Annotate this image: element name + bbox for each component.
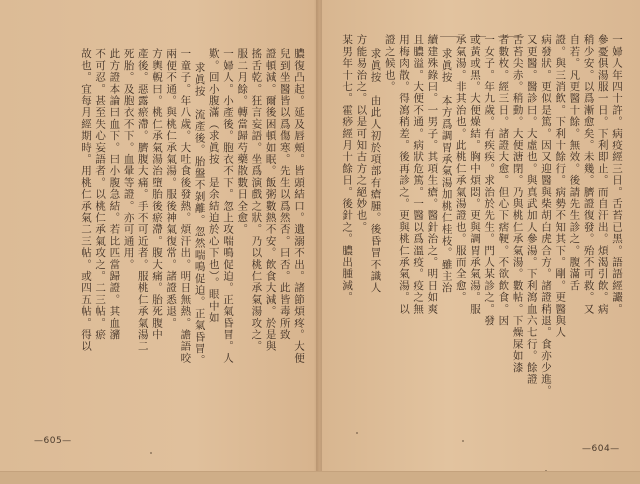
text-column: 稍少安。以爲漸愈矣。未幾。臍證復發。殆不可救。又 bbox=[582, 34, 595, 315]
text-column: 或黃或黑。大便燥結。胸中煩悶。更與調胃承氣湯。服 bbox=[468, 34, 481, 315]
text-column: 一婦人年四十許。病疫經三日。舌苔已黑。語語經讝。 bbox=[611, 34, 623, 315]
text-column: 求眞按 流產後。胎盤不剝離。忽然喘鳴促迫。正氣昏冒。 bbox=[193, 62, 206, 367]
text-column: 搖舌乾。狂言妄語。坐爲演戲之狀。乃以桃仁承氣湯攻之。 bbox=[250, 48, 263, 353]
text-column: 此方證本論曰血下。曰小腹急結。若比匹當歸證。其血瀦 bbox=[108, 48, 121, 341]
page-bottom-edge bbox=[0, 471, 640, 484]
text-column: 者數枚。經三日。諸證大愈。但心下痞鞕。不欲飲食。因 bbox=[497, 34, 510, 327]
text-column: 承氣湯。非其治也。此桃仁承氣湯證也。服而全愈。 bbox=[454, 34, 467, 304]
left-page bbox=[0, 0, 318, 470]
text-column: 又更醫。醫診曰。大虛也。與真武加人參湯。下利瀉血六七行。餘證 bbox=[525, 34, 538, 385]
page-number-left: —605— bbox=[34, 436, 72, 446]
text-column: 自若。凡更醫十餘。無效。後請先生診之。腹滿舌 bbox=[568, 34, 581, 292]
text-column: 且膿溢。大便不通。病狀危篤。一醫以爲溫疫。疫之無 bbox=[412, 34, 425, 315]
page-number-right: —604— bbox=[582, 444, 620, 454]
text-column: 方輿輗曰。桃仁承氣湯治墮胎後瘀滯。腹大痛。胎死腹中 bbox=[150, 48, 163, 341]
paper-speck bbox=[462, 440, 464, 442]
right-page bbox=[320, 0, 640, 470]
text-column: 病發狀。更似是篤。因又迎醫與柴胡白虎合方。諸證稍退。食亦少進。 bbox=[539, 34, 552, 397]
text-column: 死胎。及胞衣不下。血暈等證。亦可通用。 bbox=[122, 48, 135, 271]
text-column: 一女子。年九歲。有疾疾。求治於先生。門人某診之。發 bbox=[483, 34, 496, 327]
text-column: 產後。惡露瘀滯。臍腹大痛。手不可近者。服桃仁承氣湯二 bbox=[136, 48, 149, 353]
text-column: 兒到坐醫皆以爲傷寒。先生以爲然否。曰否。此皆毒所致 bbox=[278, 48, 291, 341]
text-column: 一婦人。小產後。胞衣不下。忽上攻喘鳴促迫。正氣昏冒。人 bbox=[221, 48, 234, 364]
paper-speck bbox=[150, 452, 152, 454]
text-column: 證。與三消飲。下利十餘行。病勢不知其下。剛。更醫與人 bbox=[554, 34, 567, 339]
right-page-text bbox=[336, 34, 624, 426]
text-column: 故也。宜每月經期時。用桃仁承氣二三帖。或四五帖。得以 bbox=[79, 48, 92, 353]
text-column: 求眞按 本方爲調胃承氣湯加桃仁桂枝。雖主治 bbox=[440, 48, 453, 294]
text-column: 證之候也。 bbox=[383, 34, 396, 93]
text-column: 方能易治之。以是可知古方之絕妙也。 bbox=[355, 34, 368, 233]
text-column: 歎。回小腹滿（求眞按 是余結迫於心下也）。眼中如 bbox=[207, 48, 220, 324]
text-column: 一童子。年八歲。大吐食後發熱。煩汗出。明日無熱。譫語咬 bbox=[179, 48, 192, 364]
text-column: 求眞按 由此人初於項部有瘡腫。後昏冒不識人 bbox=[369, 48, 382, 294]
left-page-text bbox=[16, 48, 306, 420]
text-column: 續建殊錄曰。一男子。其項生瘡。醫針治之。明日如爽 bbox=[426, 34, 439, 315]
text-column: 證頓減。爾後困頓如眠。飯粥數熱不安。飲食大減。於是與 bbox=[264, 48, 277, 353]
text-column: 膿復凸起。延及唇頰。皆頭結口。遺溺不出。諸節煩疼。大便 bbox=[293, 48, 305, 364]
text-column: 服二月餘。轉當歸芍藥散數日全愈。 bbox=[236, 48, 249, 236]
text-column: 舌苔尖赤。稍動。大便溏閉。乃與桃仁承氣湯。數帖。下燥屎如漆 bbox=[511, 34, 524, 374]
text-column: 某男年十七。霍痧經月十餘日。後針之。膿出腫減。 bbox=[341, 34, 354, 304]
text-column: 不可忍。甚至失心妄語者。以桃仁承氣攻之。二三帖。瘀 bbox=[94, 48, 107, 341]
text-column: 參憂俱湯服一日。下利即止。而自汗出。煩渴引飲。病 bbox=[596, 34, 609, 315]
text-column: 用梅肉散。得瀉稍差。後再診之。更與桃仁承氣湯。以 bbox=[397, 34, 410, 315]
text-column: 兩便不通。與桃仁承氣湯。服後神氣復常。諸證悉退。 bbox=[165, 48, 178, 329]
paper-speck bbox=[356, 432, 358, 434]
